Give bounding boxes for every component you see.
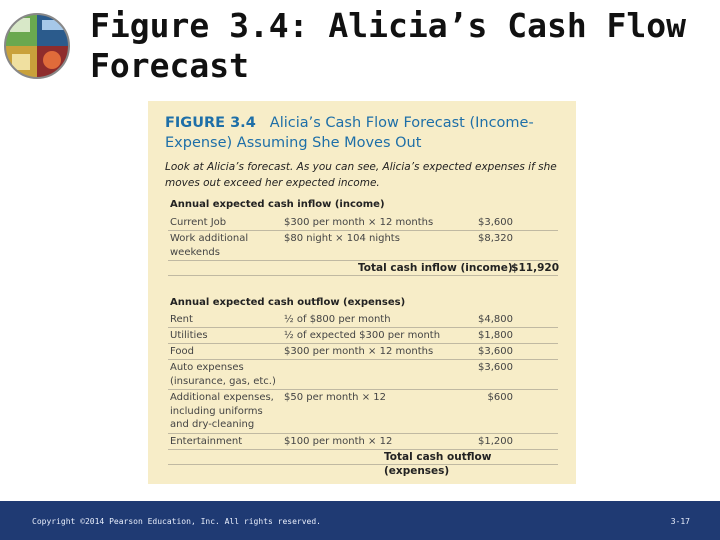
outflow-heading: Annual expected cash outflow (expenses) (170, 297, 406, 308)
copyright-text: Copyright ©2014 Pearson Education, Inc. All rights reserved. (32, 517, 321, 526)
figure-intro: Look at Alicia’s forecast. As you can see, Alicia’s expected expenses if she moves out exceed her expected income. (165, 161, 557, 189)
total-outflow-row (168, 450, 558, 477)
finance-collage-logo-icon (2, 8, 72, 84)
row-item: Additional expenses, including uniforms and dry-cleaning (170, 392, 274, 430)
table-row (168, 215, 558, 231)
figure-caption-text: Alicia’s Cash Flow Forecast (Income-Expense) Assuming She Moves Out (165, 115, 534, 151)
page-number: 3-17 (670, 517, 690, 526)
row-amount: $3,600 (478, 217, 513, 228)
row-item: Work additional weekends (170, 233, 249, 258)
slide-title: Figure 3.4: Alicia’s Cash Flow Forecast (90, 6, 687, 85)
table-row (168, 312, 558, 328)
table-row (168, 231, 558, 261)
row-calc: $300 per month × 12 months (284, 346, 434, 357)
figure-panel (148, 101, 576, 484)
total-inflow-row (168, 261, 558, 276)
row-item: Current Job (170, 217, 227, 228)
row-calc: $80 night × 104 nights (284, 233, 400, 244)
row-item: Rent (170, 314, 193, 325)
table-row (168, 434, 558, 450)
row-calc: $100 per month × 12 (284, 436, 393, 447)
total-outflow-label: Total cash outflow (expenses) (384, 451, 492, 477)
row-amount: $4,800 (478, 314, 513, 325)
row-calc: $50 per month × 12 (284, 392, 386, 403)
row-calc: $300 per month × 12 months (284, 217, 434, 228)
row-amount: $3,600 (478, 346, 513, 357)
row-item: Auto expenses (insurance, gas, etc.) (170, 362, 276, 387)
row-item: Utilities (170, 330, 208, 341)
figure-number: FIGURE 3.4 (165, 115, 256, 131)
table-row (168, 344, 558, 360)
table-row (168, 328, 558, 344)
table-row (168, 360, 558, 390)
inflow-heading: Annual expected cash inflow (income) (170, 199, 385, 210)
row-item: Food (170, 346, 194, 357)
row-calc: ½ of expected $300 per month (284, 330, 441, 341)
total-inflow-label: Total cash inflow (income) (358, 262, 513, 274)
row-amount: $1,800 (478, 330, 513, 341)
row-amount: $3,600 (478, 362, 513, 373)
footer-bar (0, 501, 720, 540)
row-amount: $8,320 (478, 233, 513, 244)
table-row (168, 390, 558, 434)
total-inflow-amount: $11,920 (511, 262, 559, 274)
row-calc: ½ of $800 per month (284, 314, 391, 325)
row-amount: $600 (487, 392, 513, 403)
figure-caption (165, 113, 565, 153)
row-amount: $1,200 (478, 436, 513, 447)
row-item: Entertainment (170, 436, 243, 447)
